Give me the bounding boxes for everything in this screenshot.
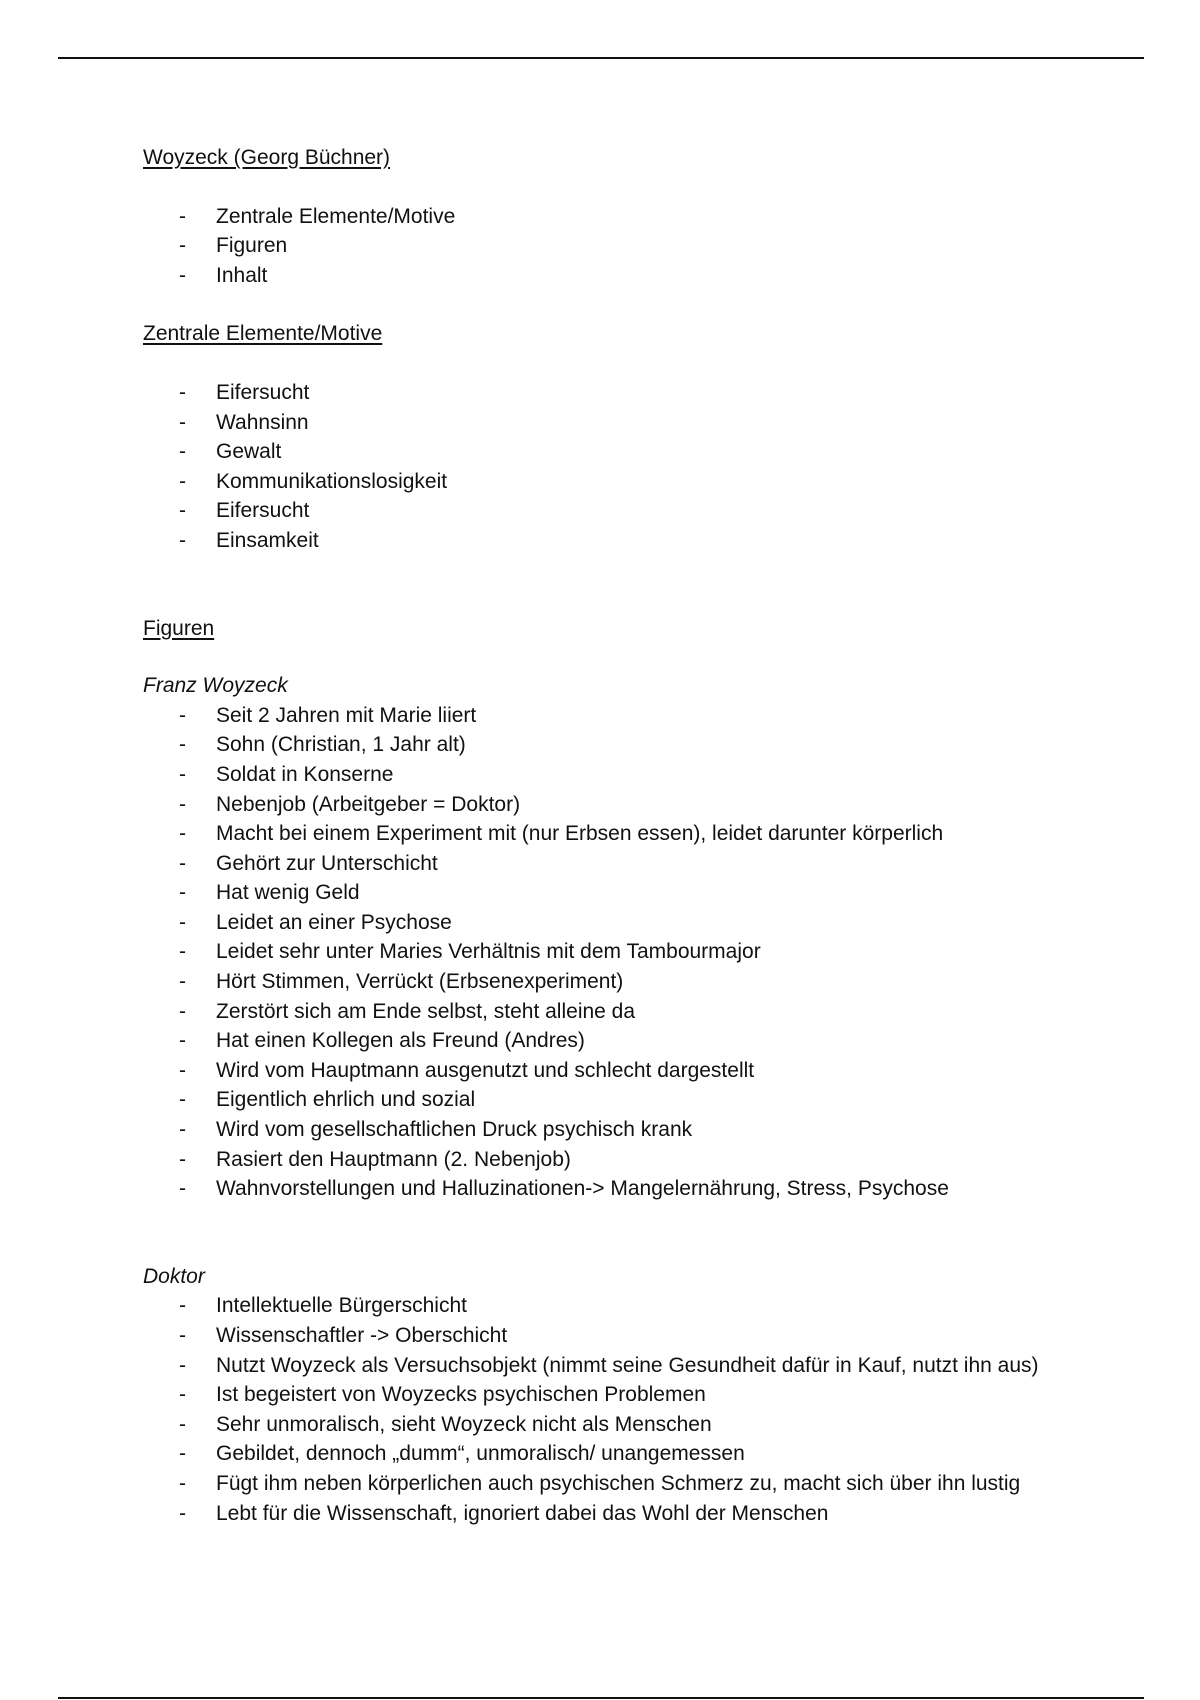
list-item: - Wahnsinn (143, 408, 1073, 438)
list-item: - Wissenschaftler -> Oberschicht (143, 1321, 1073, 1351)
list-item: - Zerstört sich am Ende selbst, steht alleine da (143, 997, 1073, 1027)
list-item: - Hat einen Kollegen als Freund (Andres) (143, 1026, 1073, 1056)
list-item: - Gehört zur Unterschicht (143, 849, 1073, 879)
overview-list (143, 202, 1073, 291)
list-item: - Gebildet, dennoch „dumm“, unmoralisch/ unangemessen (143, 1439, 1073, 1469)
list-item: - Nebenjob (Arbeitgeber = Doktor) (143, 790, 1073, 820)
list-item: - Seit 2 Jahren mit Marie liiert (143, 701, 1073, 731)
list-item: - Kommunikationslosigkeit (143, 467, 1073, 497)
list-item: - Fügt ihm neben körperlichen auch psychischen Schmerz zu, macht sich über ihn lustig (143, 1469, 1073, 1499)
list-item: - Intellektuelle Bürgerschicht (143, 1291, 1073, 1321)
list-item: - Wird vom Hauptmann ausgenutzt und schlecht dargestellt (143, 1056, 1073, 1086)
list-item: - Hat wenig Geld (143, 878, 1073, 908)
motive-list (143, 378, 1073, 556)
doktor-list (143, 1291, 1073, 1528)
list-item: - Wird vom gesellschaftlichen Druck psychisch krank (143, 1115, 1073, 1145)
woyzeck-name: Franz Woyzeck (143, 674, 288, 698)
list-item: - Inhalt (143, 261, 1073, 291)
motive-heading: Zentrale Elemente/Motive (143, 322, 383, 346)
list-item: - Hört Stimmen, Verrückt (Erbsenexperiment) (143, 967, 1073, 997)
figuren-heading: Figuren (143, 616, 215, 640)
list-item: - Lebt für die Wissenschaft, ignoriert dabei das Wohl der Menschen (143, 1499, 1073, 1529)
list-item: - Eifersucht (143, 378, 1073, 408)
list-item: - Macht bei einem Experiment mit (nur Erbsen essen), leidet darunter körperlich (143, 819, 1073, 849)
list-item: - Zentrale Elemente/Motive (143, 202, 1073, 232)
list-item: - Nutzt Woyzeck als Versuchsobjekt (nimmt seine Gesundheit dafür in Kauf, nutzt ihn aus) (143, 1351, 1073, 1381)
list-item: - Sehr unmoralisch, sieht Woyzeck nicht als Menschen (143, 1410, 1073, 1440)
list-item: - Gewalt (143, 437, 1073, 467)
list-item: - Leidet an einer Psychose (143, 908, 1073, 938)
list-item: - Eifersucht (143, 496, 1073, 526)
document-body (143, 143, 1073, 1528)
doktor-name: Doktor (143, 1264, 205, 1288)
header-rule (58, 57, 1144, 59)
list-item: - Sohn (Christian, 1 Jahr alt) (143, 730, 1073, 760)
list-item: - Leidet sehr unter Maries Verhältnis mit dem Tambourmajor (143, 937, 1073, 967)
woyzeck-list (143, 701, 1073, 1204)
list-item: - Wahnvorstellungen und Halluzinationen-> Mangelernährung, Stress, Psychose (143, 1174, 1073, 1204)
list-item: - Figuren (143, 231, 1073, 261)
list-item: - Eigentlich ehrlich und sozial (143, 1085, 1073, 1115)
list-item: - Ist begeistert von Woyzecks psychischen Problemen (143, 1380, 1073, 1410)
list-item: - Einsamkeit (143, 526, 1073, 556)
footer-rule (58, 1697, 1144, 1699)
document-title: Woyzeck (Georg Büchner) (143, 146, 391, 169)
list-item: - Rasiert den Hauptmann (2. Nebenjob) (143, 1145, 1073, 1175)
list-item: - Soldat in Konserne (143, 760, 1073, 790)
